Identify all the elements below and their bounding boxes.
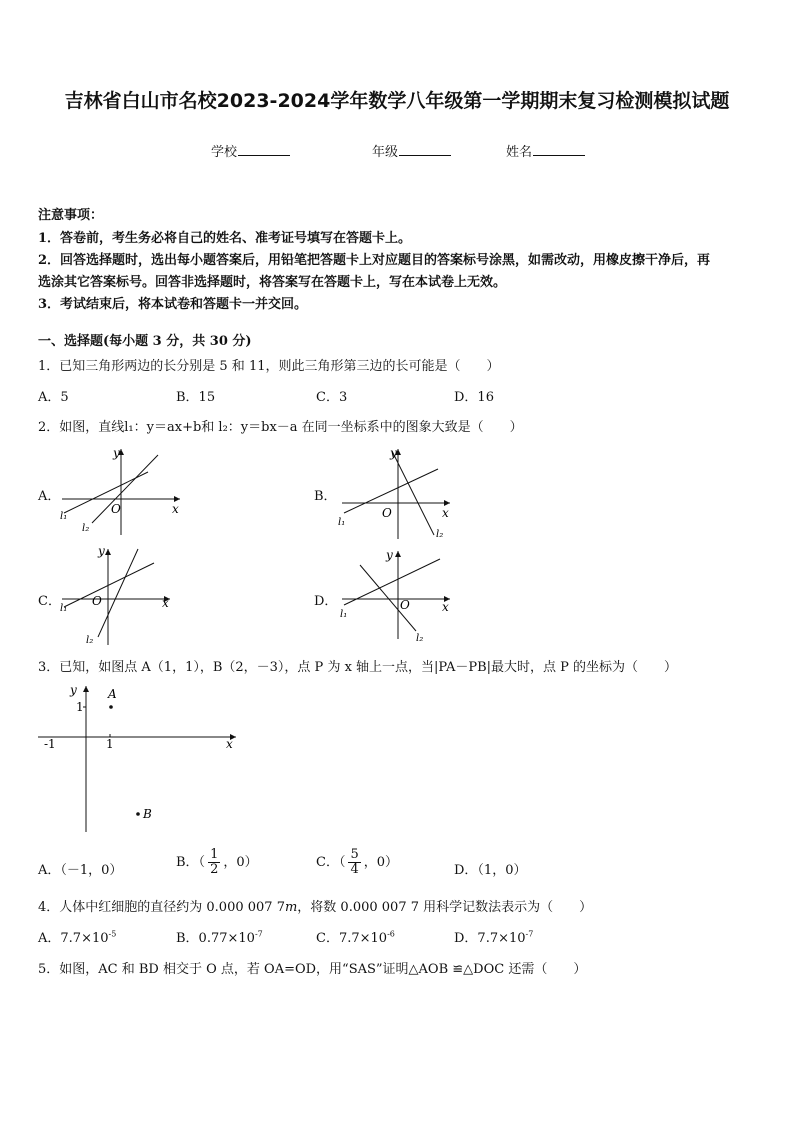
x-one-label: 1	[106, 737, 114, 751]
l1-label: l₁	[60, 603, 68, 614]
q5-stem: 5．如图，AC 和 BD 相交于 O 点，若 OA=OD，用“SAS”证明△AOB ≌△DOC 还需（ ）	[38, 962, 587, 977]
name-blank	[533, 155, 585, 156]
l1-label: l₁	[338, 517, 346, 528]
point-a	[109, 705, 113, 709]
y-arrow	[105, 549, 111, 555]
q4-option-a-exp: -5	[108, 929, 117, 939]
q4-option-a	[38, 927, 116, 946]
y-label: y	[386, 548, 393, 562]
fraction-numerator: 1	[210, 847, 219, 862]
school-blank	[238, 155, 290, 156]
line-l1	[64, 563, 154, 607]
l2-label: l₂	[82, 523, 90, 534]
line-l2	[92, 455, 158, 523]
y-label: y	[390, 446, 397, 460]
y-arrow	[395, 551, 401, 557]
school-field	[211, 141, 290, 160]
q1-option-a: A．5	[38, 390, 69, 405]
q2-graph-d	[338, 545, 454, 643]
notice-heading: 注意事项：	[38, 208, 104, 223]
x-label: x	[442, 506, 449, 520]
grade-blank	[399, 155, 451, 156]
q3-option-b-post: ，0）	[223, 855, 258, 870]
q2-label-b: B．	[314, 489, 337, 504]
q3-stem: 3．已知，如图点 A（1，1），B（2，－3），点 P 为 x 轴上一点，当|PA－PB|最大时，点 P 的坐标为（ ）	[38, 660, 678, 675]
a-label: A	[108, 687, 117, 701]
b-label: B	[143, 807, 152, 821]
q3-option-a: A．（－1，0）	[38, 863, 123, 878]
x-label: x	[172, 502, 179, 516]
q2-graph-b	[334, 445, 454, 541]
neg-one-label: -1	[44, 737, 56, 751]
q1-option-d: D．16	[454, 390, 494, 405]
q4-stem-pre: 4．人体中红细胞的直径约为 0.000 007 7	[38, 900, 285, 915]
l1-label: l₁	[60, 511, 68, 522]
notice-item-3: 3．考试结束后，将本试卷和答题卡一并交回。	[38, 297, 308, 312]
q3-option-b	[176, 848, 258, 877]
q3-option-c-fraction	[348, 848, 360, 877]
grade-label: 年级	[372, 145, 399, 160]
line-l2	[98, 549, 138, 637]
q3-option-c-pre: C．（	[316, 855, 346, 870]
q3-option-c	[316, 848, 398, 877]
section-heading: 一、选择题(每小题 3 分，共 30 分)	[38, 334, 252, 349]
q4-option-d-base: D．7.7×10	[454, 931, 526, 946]
origin-label: O	[400, 598, 410, 612]
q3-option-d: D．（1，0）	[454, 863, 527, 878]
q4-option-c-base: C．7.7×10	[316, 931, 388, 946]
q3-option-b-pre: B．（	[176, 855, 206, 870]
q4-option-b-exp: -7	[254, 929, 263, 939]
y-one-label: 1	[76, 700, 84, 714]
fraction-denominator: 2	[210, 862, 219, 877]
l2-label: l₂	[436, 529, 444, 540]
l2-label: l₂	[86, 635, 94, 646]
x-label: x	[442, 600, 449, 614]
q3-option-b-fraction	[208, 848, 220, 877]
q4-stem-unit: m	[284, 900, 298, 915]
q2-label-d: D．	[314, 594, 338, 609]
y-arrow	[83, 686, 89, 692]
notice-item-2-cont: 选涂其它答案标号。回答非选择题时，将答案写在答题卡上，写在本试卷上无效。	[38, 275, 507, 290]
name-label: 姓名	[506, 145, 533, 160]
point-b	[136, 812, 140, 816]
x-label: x	[162, 596, 169, 610]
q3-option-c-post: ，0）	[363, 855, 399, 870]
school-label: 学校	[211, 145, 238, 160]
q1-option-b: B．15	[176, 390, 216, 405]
q1-stem: 1．已知三角形两边的长分别是 5 和 11，则此三角形第三边的长可能是（ ）	[38, 359, 500, 374]
q2-label-a: A．	[38, 489, 61, 504]
l2-label: l₂	[416, 633, 424, 643]
notice-item-1: 1．答卷前，考生务必将自己的姓名、准考证号填写在答题卡上。	[38, 231, 412, 246]
grade-field	[372, 141, 451, 160]
q2-graph-a	[58, 445, 184, 537]
q4-option-d-exp: -7	[525, 929, 534, 939]
y-label: y	[98, 545, 105, 558]
y-label: y	[113, 446, 120, 460]
fraction-numerator: 5	[350, 847, 359, 862]
line-l1	[344, 559, 440, 605]
origin-label: O	[111, 502, 121, 516]
q4-stem	[38, 896, 592, 915]
q4-option-d	[454, 927, 533, 946]
fraction-denominator: 4	[350, 862, 359, 877]
q1-option-c: C．3	[316, 390, 348, 405]
l1-label: l₁	[340, 609, 348, 620]
q4-stem-post: ，将数 0.000 007 7 用科学记数法表示为（ ）	[297, 900, 593, 915]
q4-option-b	[176, 927, 263, 946]
page-title: 吉林省白山市名校2023-2024学年数学八年级第一学期期末复习检测模拟试题	[64, 90, 730, 112]
q4-option-c	[316, 927, 395, 946]
q2-graph-c	[58, 545, 174, 649]
origin-label: O	[382, 506, 392, 520]
origin-label: O	[92, 594, 102, 608]
q4-option-b-base: B．0.77×10	[176, 931, 255, 946]
y-label: y	[70, 683, 77, 697]
q3-figure	[36, 680, 242, 836]
q2-stem: 2．如图，直线l₁：y＝ax+b和 l₂：y＝bx－a 在同一坐标系中的图象大致是（ ）	[38, 420, 523, 435]
q4-option-a-base: A．7.7×10	[38, 931, 109, 946]
x-label: x	[226, 737, 233, 751]
q2-label-c: C．	[38, 594, 61, 609]
name-field	[506, 141, 585, 160]
q4-option-c-exp: -6	[387, 929, 395, 939]
notice-item-2: 2．回答选择题时，选出每小题答案后，用铅笔把答题卡上对应题目的答案标号涂黑，如需改动，用橡皮擦干净后，再	[38, 253, 711, 268]
